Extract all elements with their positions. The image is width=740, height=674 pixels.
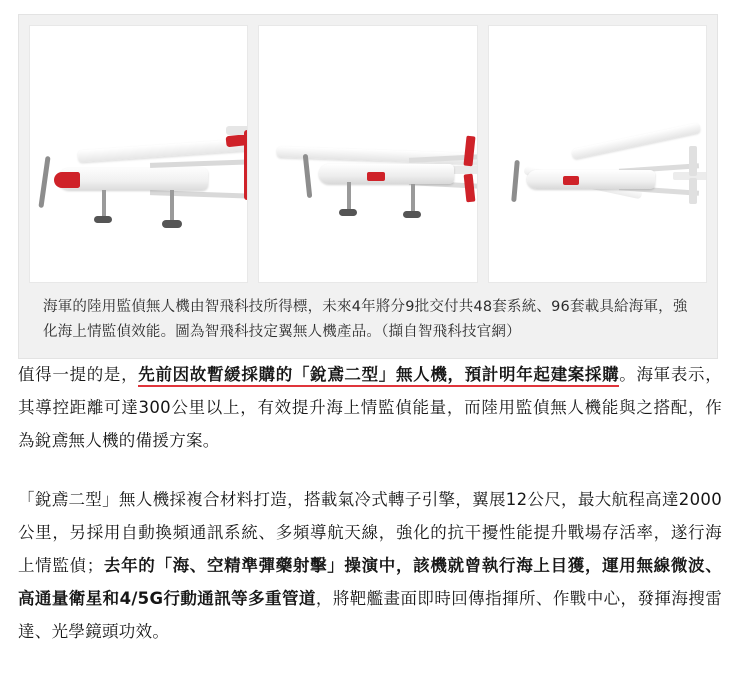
logo-mark: [367, 172, 385, 181]
text-segment: ，將靶艦畫面即時回傳指揮所、作戰中心，發揮海搜雷達、光學鏡頭功效。: [18, 589, 722, 641]
tailfin-shape: [244, 130, 248, 200]
photo-strip: [29, 25, 707, 283]
tail-boom-shape: [150, 190, 248, 199]
paragraph-1: [18, 358, 722, 457]
nose-shape: [54, 172, 80, 188]
landing-gear-shape: [170, 190, 174, 224]
wheel-shape: [162, 220, 182, 228]
fuselage-shape: [527, 170, 655, 189]
drone-photo-2: [258, 25, 477, 283]
landing-gear-shape: [347, 182, 351, 212]
wheel-shape: [403, 211, 421, 218]
article-body: [18, 358, 722, 674]
logo-mark: [563, 176, 579, 185]
wing-shape: [78, 137, 249, 162]
drone-photo-3: [488, 25, 707, 283]
tailfin-shape: [464, 174, 476, 203]
fuselage-shape: [58, 168, 208, 190]
text-segment: 。海軍表示，其導控距離可達300公里以上，有效提升海上情監偵能量，而陸用監偵無人機能與之搭配，作為銳鳶無人機的備援方案。: [18, 365, 722, 450]
article-figure: [18, 14, 718, 359]
propeller-shape: [38, 156, 50, 208]
figure-caption: 海軍的陸用監偵無人機由智飛科技所得標，未來4年將分9批交付共48套系統、96套載具給海軍，強化海上情監偵效能。圖為智飛科技定翼無人機產品。（擷自智飛科技官網）: [43, 299, 688, 341]
tailfin-shape: [689, 178, 697, 204]
bold-text-segment: 去年的「海、空精準彈藥射擊」操演中，該機就曾執行海上目獲，運用無線微波、高通量衛星和4/5G行動通訊等多重管道: [18, 556, 722, 608]
drone-photo-1: [29, 25, 248, 283]
tailfin-shape: [689, 146, 697, 176]
fuselage-shape: [319, 164, 454, 184]
text-segment: 「銳鳶二型」無人機採複合材料打造，搭載氣冷式轉子引擎，翼展12公尺，最大航程高達2000公里，另採用自動換頻通訊系統、多頻導航天線，強化的抗干擾性能提升戰場存活率，遂行海上情監偵；: [18, 490, 722, 575]
propeller-shape: [303, 154, 313, 198]
wheel-shape: [339, 209, 357, 216]
highlighted-text-segment: 先前因故暫緩採購的「銳鳶二型」無人機，預計明年起建案採購: [138, 365, 619, 387]
paragraph-2: [18, 483, 722, 648]
landing-gear-shape: [411, 184, 415, 214]
tail-boom-shape: [150, 159, 248, 168]
propeller-shape: [511, 160, 520, 202]
text-segment: 值得一提的是，: [18, 365, 139, 384]
wheel-shape: [94, 216, 112, 223]
wing-shape: [571, 123, 700, 160]
